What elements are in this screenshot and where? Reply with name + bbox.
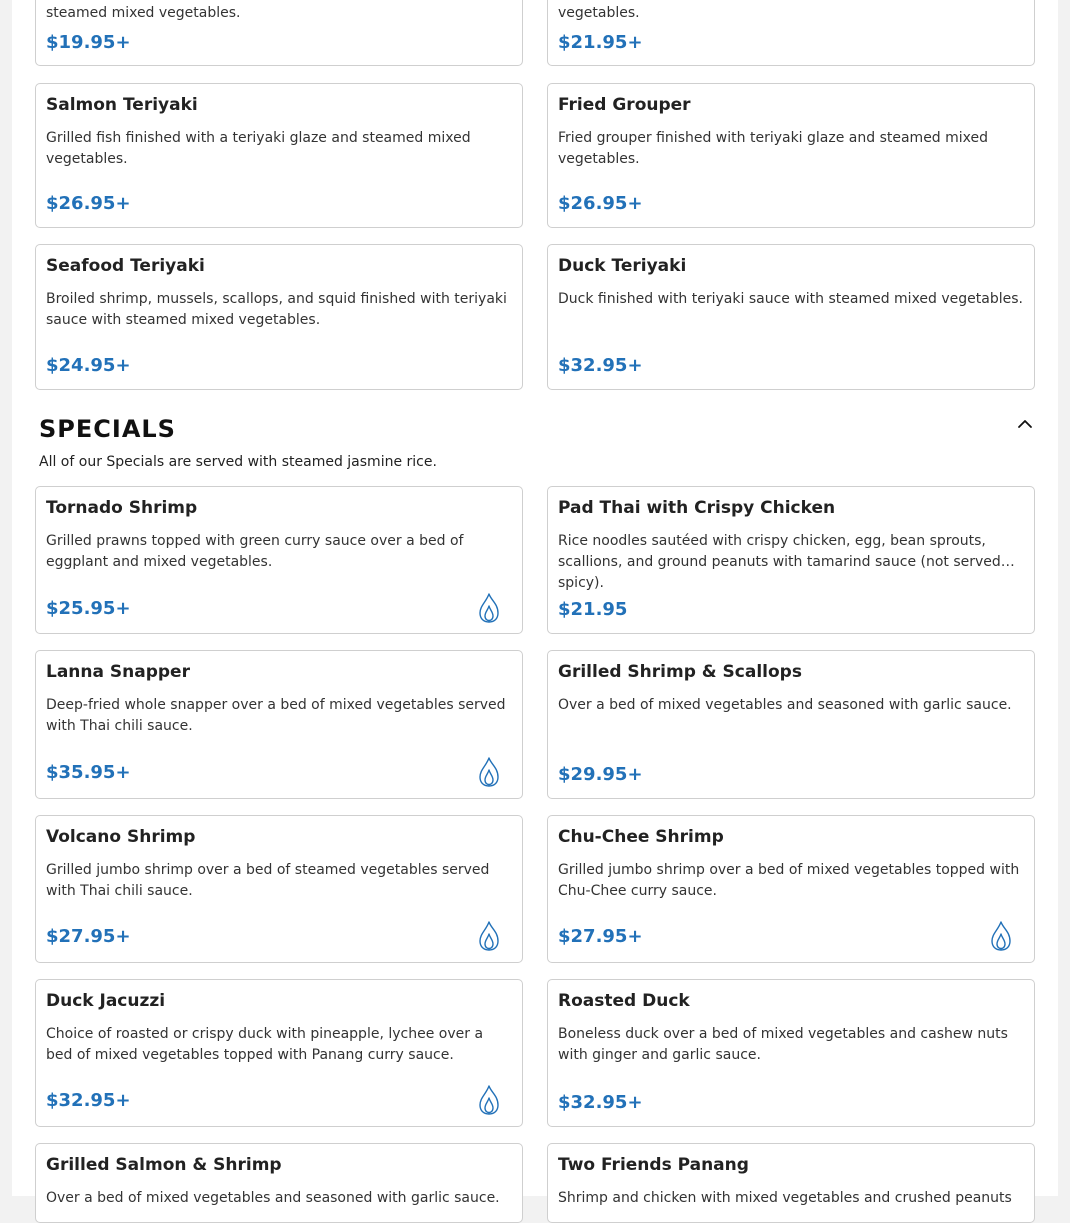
menu-item-description: Grilled jumbo shrimp over a bed of mixed vegetables topped with Chu-Chee curry sauce. <box>558 862 1020 899</box>
menu-item-description: Grilled prawns topped with green curry sauce over a bed of eggplant and mixed vegetables. <box>46 533 464 570</box>
menu-item-price: $24.95+ <box>46 355 131 376</box>
menu-item-card[interactable] <box>35 1143 523 1223</box>
menu-item-description: Grilled jumbo shrimp over a bed of steamed vegetables served with Thai chili sauce. <box>46 862 490 899</box>
menu-item-price: $32.95+ <box>558 1092 643 1113</box>
menu-item-name: Two Friends Panang <box>558 1155 749 1175</box>
menu-item-name: Grilled Shrimp & Scallops <box>558 662 802 682</box>
menu-item-description: Boneless duck over a bed of mixed vegetables and cashew nuts with ginger and garlic sauce. <box>558 1026 1008 1063</box>
chevron-up-icon[interactable] <box>1015 414 1035 434</box>
menu-item-description: Over a bed of mixed vegetables and seasoned with garlic sauce. <box>46 1190 500 1206</box>
section-subtitle: All of our Specials are served with steamed jasmine rice. <box>39 454 437 470</box>
menu-item-card[interactable] <box>547 83 1035 228</box>
flame-icon <box>988 920 1014 952</box>
menu-item-name: Duck Teriyaki <box>558 256 687 276</box>
flame-icon <box>476 920 502 952</box>
menu-item-card[interactable] <box>35 979 523 1127</box>
menu-item-price: $32.95+ <box>558 355 643 376</box>
menu-item-card[interactable] <box>35 83 523 228</box>
menu-item-description: Over a bed of mixed vegetables and seasoned with garlic sauce. <box>558 697 1012 713</box>
menu-item-price: $27.95+ <box>46 926 131 947</box>
menu-item-description: Grilled fish finished with a teriyaki glaze and steamed mixed vegetables. <box>46 130 471 167</box>
menu-item-price: $21.95 <box>558 599 628 620</box>
menu-item-card[interactable] <box>547 650 1035 799</box>
menu-item-card[interactable] <box>547 244 1035 390</box>
menu-item-name: Pad Thai with Crispy Chicken <box>558 498 836 518</box>
menu-item-card[interactable] <box>35 815 523 963</box>
menu-item-price: $26.95+ <box>558 193 643 214</box>
menu-item-name: Salmon Teriyaki <box>46 95 198 115</box>
menu-item-card[interactable] <box>35 0 523 66</box>
flame-icon <box>476 1084 502 1116</box>
menu-item-description: Rice noodles sautéed with crispy chicken, egg, bean sprouts, scallions, and ground peanuts with tamarind sauce (not served spicy). <box>558 533 1001 591</box>
menu-item-card[interactable] <box>35 650 523 799</box>
menu-item-name: Grilled Salmon & Shrimp <box>46 1155 282 1175</box>
menu-item-name: Tornado Shrimp <box>46 498 198 518</box>
menu-item-description: Duck finished with teriyaki sauce with steamed mixed vegetables. <box>558 291 1023 307</box>
menu-item-price: $35.95+ <box>46 762 131 783</box>
menu-item-description: Broiled shrimp, mussels, scallops, and squid finished with teriyaki sauce with steamed mixed vegetables. <box>46 291 507 328</box>
menu-item-name: Roasted Duck <box>558 991 690 1011</box>
menu-item-name: Duck Jacuzzi <box>46 991 166 1011</box>
menu-item-card[interactable] <box>35 244 523 390</box>
menu-item-price: $29.95+ <box>558 764 643 785</box>
menu-item-name: Volcano Shrimp <box>46 827 196 847</box>
menu-item-description: Shrimp and chicken with mixed vegetables and crushed peanuts <box>558 1190 1012 1206</box>
menu-item-description: Fried grouper finished with teriyaki glaze and steamed mixed vegetables. <box>558 130 989 167</box>
menu-item-price: $25.95+ <box>46 598 131 619</box>
menu-page <box>12 0 1058 1206</box>
menu-item-card[interactable] <box>547 815 1035 963</box>
menu-item-card[interactable] <box>547 0 1035 66</box>
menu-item-name: Fried Grouper <box>558 95 691 115</box>
menu-item-price: $21.95+ <box>558 32 643 53</box>
menu-item-price: $27.95+ <box>558 926 643 947</box>
menu-item-description: vegetables. <box>558 5 640 21</box>
menu-item-description: steamed mixed vegetables. <box>46 5 241 21</box>
flame-icon <box>476 756 502 788</box>
menu-item-description: Choice of roasted or crispy duck with pineapple, lychee over a bed of mixed vegetables topped with Panang curry sauce. <box>46 1026 484 1063</box>
menu-item-description: Deep-fried whole snapper over a bed of mixed vegetables served with Thai chili sauce. <box>46 697 506 734</box>
menu-item-name: Lanna Snapper <box>46 662 190 682</box>
menu-item-price: $26.95+ <box>46 193 131 214</box>
menu-item-card[interactable] <box>547 1143 1035 1223</box>
menu-item-name: Seafood Teriyaki <box>46 256 205 276</box>
menu-item-card[interactable] <box>547 486 1035 634</box>
menu-item-price: $19.95+ <box>46 32 131 53</box>
menu-item-card[interactable] <box>35 486 523 634</box>
menu-item-name: Chu-Chee Shrimp <box>558 827 724 847</box>
menu-item-card[interactable] <box>547 979 1035 1127</box>
menu-item-price: $32.95+ <box>46 1090 131 1111</box>
section-title: SPECIALS <box>39 415 176 443</box>
flame-icon <box>476 592 502 624</box>
